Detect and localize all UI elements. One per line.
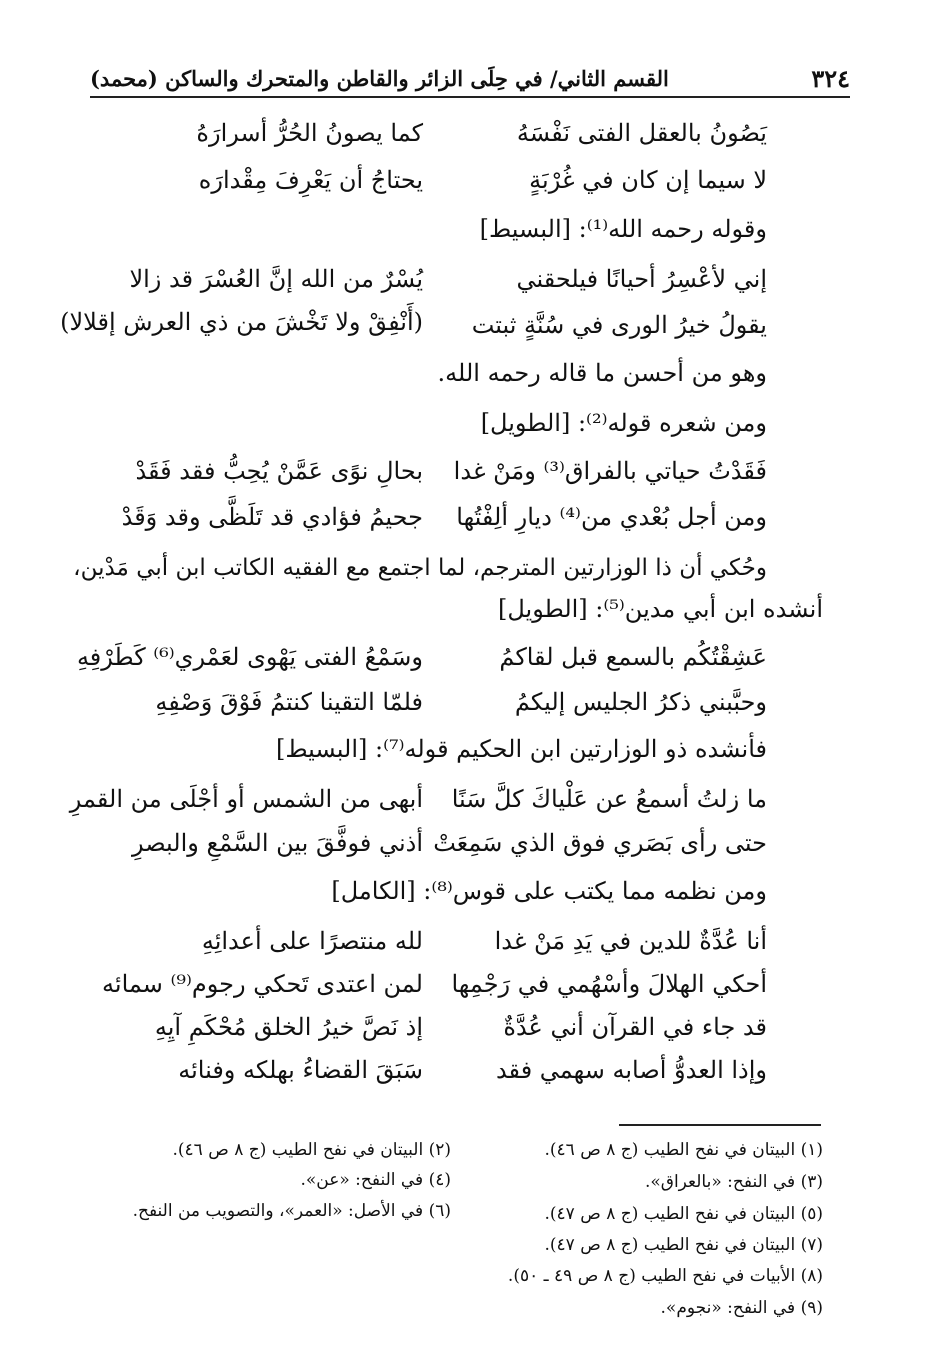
footnote: (٤) في النفح: «عن». [300, 1170, 451, 1190]
footnote: (٦) في الأصل: «العمر»، والتصويب من النفح. [132, 1201, 451, 1221]
verse-hemistich-first: ومن أجل بُعْدي من⁽⁴⁾ ديارِ ألِفْتُها [456, 503, 767, 531]
verse-hemistich-first: يَصُونُ بالعقل الفتى نَفْسَهُ [516, 119, 767, 147]
verse-hemistich-second: سَبَقَ القضاءُ بهلكه وفنائه [178, 1056, 423, 1084]
verse-hemistich-first: أنا عُدَّةٌ للدين في يَدِ مَنْ غدا [494, 927, 767, 955]
poem-intro: ومن شعره قوله⁽²⁾: [الطويل] [480, 409, 767, 437]
verse-hemistich-second: يُسْرٌ من الله إنَّ العُسْرَ قد زالا [129, 265, 423, 293]
verse-hemistich-second: لمن اعتدى تَحكي رجوم⁽⁹⁾ سمائه [102, 970, 423, 998]
verse-hemistich-first: حتى رأى بَصَري فوق الذي سَمِعَتْ [433, 829, 767, 857]
verse-hemistich-second: لله منتصرًا على أعدائِهِ [201, 927, 423, 955]
verse-hemistich-first: أحكي الهلالَ وأسْهُمي في رَجْمِها [451, 970, 767, 998]
verse-hemistich-first: وحبَّبني ذكرُ الجليس إليكمُ [514, 688, 767, 716]
poem-intro: ومن نظمه مما يكتب على قوس⁽⁸⁾: [الكامل] [331, 877, 767, 905]
verse-hemistich-second: إذ نَصَّ خيرُ الخلق مُحْكَمِ آيِهِ [154, 1013, 423, 1041]
footnote-separator [619, 1124, 821, 1126]
footnote: (٥) البيتان في نفح الطيب (ج ٨ ص ٤٧). [544, 1204, 823, 1224]
verse-hemistich-first: عَشِقْتُكُم بالسمع قبل لقاكمُ [499, 643, 767, 671]
footnote: (٧) البيتان في نفح الطيب (ج ٨ ص ٤٧). [544, 1235, 823, 1255]
poem-intro: فأنشده ذو الوزارتين ابن الحكيم قوله⁽⁷⁾: [البسيط] [275, 735, 767, 763]
verse-hemistich-first: قد جاء في القرآن أني عُدَّةٌ [503, 1013, 767, 1041]
footnote: (١) البيتان في نفح الطيب (ج ٨ ص ٤٦). [544, 1140, 823, 1160]
verse-hemistich-second: أذني فوفَّقَ بين السَّمْعِ والبصرِ [131, 829, 423, 857]
prose-line: وحُكي أن ذا الوزارتين المترجم، لما اجتمع مع الفقيه الكاتب ابن أبي مَدْين، [73, 555, 767, 581]
footnote: (٨) الأبيات في نفح الطيب (ج ٨ ص ٤٩ ـ ٥٠). [507, 1266, 823, 1286]
verse-hemistich-first: إني لأعْسِرُ أحيانًا فيلحقني [516, 265, 767, 293]
poem-intro: وقوله رحمه الله⁽¹⁾: [البسيط] [479, 215, 767, 243]
verse-hemistich-first: لا سيما إن كان في غُرْبَةٍ [529, 166, 767, 194]
verse-hemistich-first: وإذا العدوُّ أصابه سهمي فقد [495, 1056, 767, 1084]
verse-hemistich-second: يحتاجُ أن يَعْرِفَ مِقْدارَه [198, 166, 423, 194]
verse-hemistich-first: فَقَدْتُ حياتي بالفراق⁽³⁾ ومَنْ غدا [453, 457, 767, 485]
verse-hemistich-second: فلمّا التقينا كنتمُ فَوْقَ وَصْفِهِ [155, 688, 423, 716]
verse-hemistich-second: جحيمُ فؤادي قد تَلَظَّى وقد وَقَدْ [121, 503, 423, 531]
page-header [90, 62, 850, 98]
verse-hemistich-second: (أَنْفِقْ ولا تَخْشَ من ذي العرش إقلالا) [60, 308, 423, 336]
running-title: القسم الثاني/ في حِلَى الزائر والقاطن والمتحرك والساكن (محمد) [90, 66, 669, 91]
footnote: (٩) في النفح: «نجوم». [660, 1298, 823, 1318]
prose-line: وهو من أحسن ما قاله رحمه الله. [437, 359, 767, 387]
verse-hemistich-first: يقولُ خيرُ الورى في سُنَّةٍ ثبتت [471, 311, 767, 339]
footnote: (٣) في النفح: «بالعراق». [644, 1172, 823, 1192]
verse-hemistich-first: ما زلتُ أسمعُ عن عَلْياكَ كلَّ سَنًا [451, 785, 767, 813]
verse-hemistich-second: وسَمْعُ الفتى يَهْوى لعَمْري⁽⁶⁾ كَطَرْفِهِ [76, 643, 423, 671]
verse-hemistich-second: كما يصونُ الحُرُّ أسرارَهُ [196, 119, 423, 147]
poem-intro: أنشده ابن أبي مدين⁽⁵⁾: [الطويل] [498, 595, 823, 623]
footnote: (٢) البيتان في نفح الطيب (ج ٨ ص ٤٦). [172, 1140, 451, 1160]
page-number: ٣٢٤ [811, 64, 850, 93]
verse-hemistich-second: أبهى من الشمس أو أجْلَى من القمرِ [69, 785, 423, 813]
verse-hemistich-second: بحالِ نوًى عَمَّنْ يُحِبُّ فقد فَقَدْ [135, 457, 423, 485]
